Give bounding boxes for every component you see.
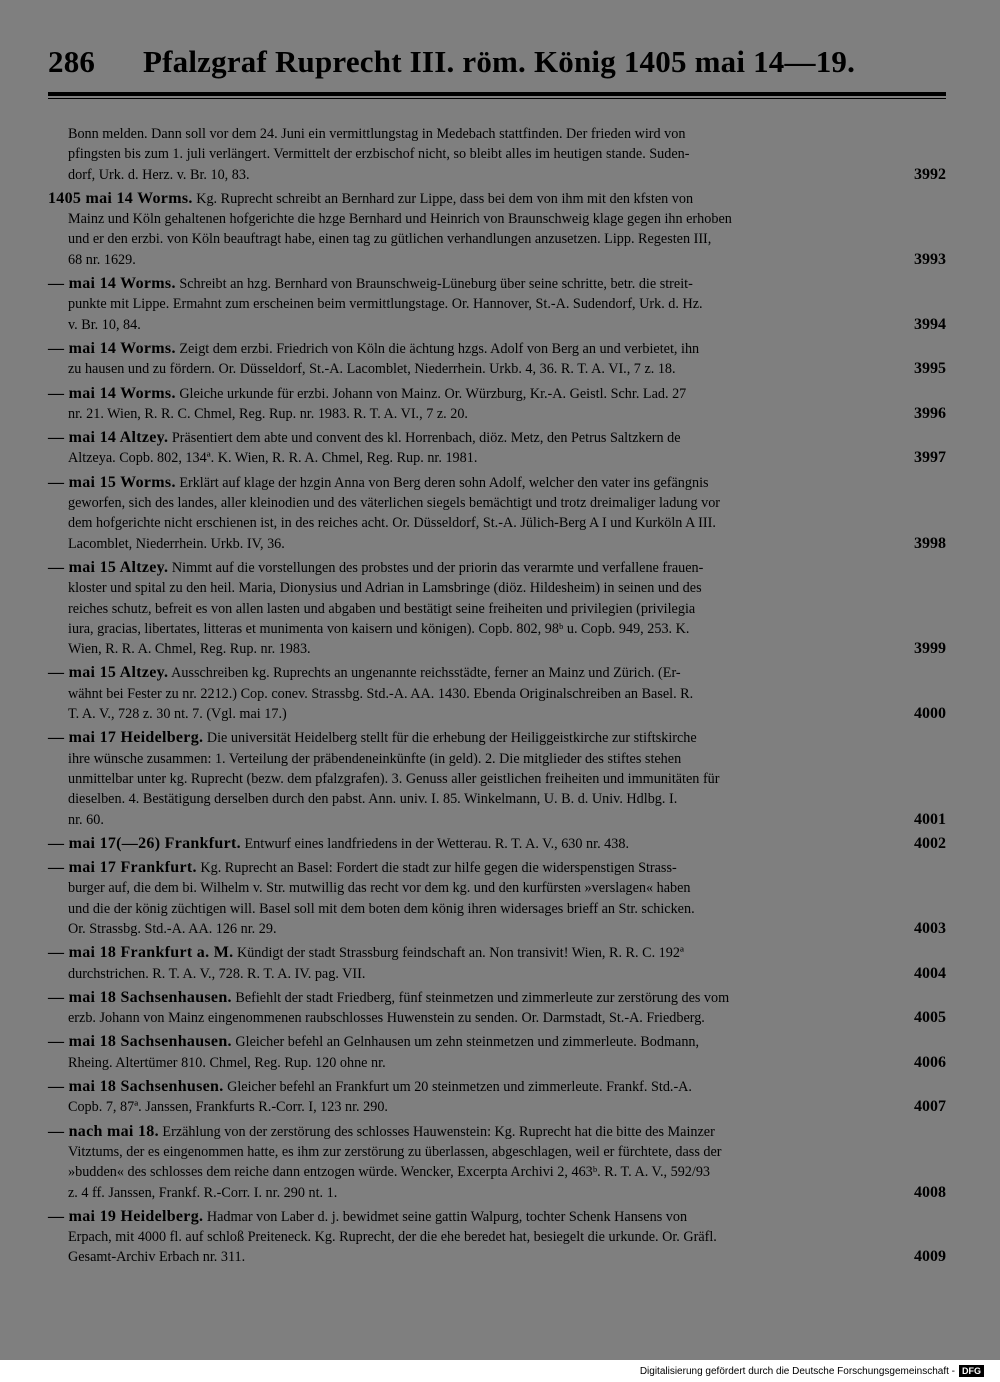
entry-date-place: — mai 19 Heidelberg.: [48, 1207, 204, 1225]
entry-line: [48, 1247, 946, 1267]
entry-text: Ausschreiben kg. Ruprechts an ungenannte reichsstädte, ferner an Mainz und Zürich. (Er-: [171, 665, 681, 682]
entry-line: [48, 359, 946, 379]
entry-text: dem hofgerichte nicht erschienen ist, in des reiches acht. Or. Düsseldorf, St.-A. Jülich-Berg A I und Kurköln A III.: [68, 515, 716, 532]
entry-text: Vitztums, der es eingenommen hatte, es ihm zur zerstörung zu überlassen, abgeschlagen, weil er fürchtete, dass der: [68, 1143, 722, 1160]
header-rule-thick: [48, 92, 946, 96]
entry-line: [48, 428, 946, 448]
entry-number: 4006: [914, 1053, 946, 1071]
entry-line: [48, 1053, 946, 1073]
entry-text: Rheing. Altertümer 810. Chmel, Reg. Rup. 120 ohne nr.: [68, 1054, 386, 1071]
entry-line: [48, 988, 946, 1008]
entry-text: Erzählung von der zerstörung des schlosses Hauwenstein: Kg. Ruprecht hat die bitte des Mainzer: [162, 1123, 715, 1140]
entry-text: Altzeya. Copb. 802, 134ª. K. Wien, R. R. A. Chmel, Reg. Rup. nr. 1981.: [68, 450, 478, 467]
entry-line: [48, 1142, 946, 1162]
entry-number: 3999: [914, 640, 946, 658]
entry-number: 4009: [914, 1248, 946, 1266]
entry-text: Hadmar von Laber d. j. bewidmet seine gattin Walpurg, tochter Schenk Hansens von: [206, 1208, 688, 1225]
entry-line: [48, 599, 946, 619]
entry-line: [48, 404, 946, 424]
entry-number: 3998: [914, 534, 946, 552]
entry-date-place: — mai 14 Worms.: [48, 339, 176, 357]
entry-number: 4004: [914, 964, 946, 982]
entry-text: Mainz und Köln gehaltenen hofgerichte die hzge Bernhard und Heinrich von Braunschweig klage gegen ihn erhoben: [68, 211, 732, 228]
regest-entry: [48, 189, 946, 270]
entry-line: [48, 789, 946, 809]
entry-line: [48, 1032, 946, 1052]
entry-date-place: — mai 17(—26) Frankfurt.: [48, 834, 241, 852]
regest-entry: [48, 943, 946, 984]
entry-text: Nimmt auf die vorstellungen des probstes und der priorin das verarmte und verfallene frauen-: [171, 559, 704, 576]
entry-text: Präsentiert dem abte und convent des kl. Horrenbach, diöz. Metz, den Petrus Saltzkern de: [171, 430, 681, 447]
entry-date-place: — mai 17 Heidelberg.: [48, 729, 204, 747]
entry-text: zu hausen und zu fördern. Or. Düsseldorf, St.-A. Lacomblet, Niederrhein. Urkb. 4, 36. R. T. A. VI., 7 z. 18.: [68, 361, 676, 378]
entry-number: 4005: [914, 1009, 946, 1027]
entry-text: Gleicher befehl an Gelnhausen um zehn steinmetzen und zimmerleute. Bodmann,: [235, 1034, 700, 1051]
entry-number: 3997: [914, 449, 946, 467]
entry-text: dieselben. 4. Bestätigung derselben durch den pabst. Ann. univ. I. 85. Winkelmann, U. B. d. Univ. Hdlbg. I.: [68, 791, 678, 808]
entry-text: Copb. 7, 87ª. Janssen, Frankfurts R.-Corr. I, 123 nr. 290.: [68, 1099, 388, 1116]
entry-date-place: — mai 14 Altzey.: [48, 429, 169, 447]
entry-line: [48, 899, 946, 919]
entry-text: Bonn melden. Dann soll vor dem 24. Juni ein vermittlungstag in Medebach stattfinden. Der frieden wird von: [68, 126, 686, 142]
entry-line: [48, 513, 946, 533]
regesta-list: [48, 124, 946, 1272]
entry-text: Erpach, mit 4000 fl. auf schloß Preiteneck. Kg. Ruprecht, der die ehe beredet hat, besiegelt die urkunde. Or. Gräfl.: [68, 1229, 717, 1246]
entry-date-place: — mai 15 Altzey.: [48, 664, 169, 682]
entry-line: [48, 704, 946, 724]
entry-line: [48, 473, 946, 493]
regest-entry: [48, 124, 946, 185]
entry-number: 3995: [914, 360, 946, 378]
entry-number: 4007: [914, 1098, 946, 1116]
entry-line: [48, 663, 946, 683]
entry-date-place: — mai 15 Altzey.: [48, 558, 169, 576]
entry-line: [48, 558, 946, 578]
entry-line: [48, 578, 946, 598]
regest-entry: [48, 1207, 946, 1268]
entry-text: T. A. V., 728 z. 30 nt. 7. (Vgl. mai 17.): [68, 706, 287, 723]
regest-entry: [48, 834, 946, 854]
entry-text: punkte mit Lippe. Ermahnt zum erscheinen beim vermittlungstage. Or. Hannover, St.-A. Sudendorf, Urk. d. Hz.: [68, 296, 703, 313]
entry-text: pfingsten bis zum 1. juli verlängert. Vermittelt der erzbischof nicht, so bleibt alles im heutigen stande. Suden-: [68, 146, 690, 163]
entry-text: Erklärt auf klage der hzgin Anna von Berg deren sohn Adolf, welcher den vater ins gefängnis: [179, 474, 709, 491]
entry-line: [48, 1162, 946, 1182]
regest-entry: [48, 558, 946, 659]
entry-date-place: — mai 18 Sachsenhausen.: [48, 1033, 232, 1051]
entry-text: durchstrichen. R. T. A. V., 728. R. T. A. IV. pag. VII.: [68, 965, 366, 982]
regest-entry: [48, 988, 946, 1029]
entry-line: [48, 339, 946, 359]
entry-number: 4002: [914, 834, 946, 852]
entry-line: [48, 384, 946, 404]
entry-text: Gleiche urkunde für erzbi. Johann von Mainz. Or. Würzburg, Kr.-A. Geistl. Schr. Lad. 27: [179, 385, 687, 402]
entry-line: [48, 448, 946, 468]
regest-entry: [48, 1122, 946, 1203]
entry-line: [48, 124, 946, 144]
entry-text: unmittelbar unter kg. Ruprecht (bezw. dem pfalzgrafen). 3. Genuss aller geistlichen freiheiten und immunitäten für: [68, 770, 720, 787]
entry-text: und die der könig züchtigen will. Basel soll mit dem boten dem könig ihren widersages brieff an Str. schicken.: [68, 900, 695, 917]
entry-line: [48, 619, 946, 639]
entry-number: 3992: [914, 165, 946, 183]
entry-number: 3994: [914, 315, 946, 333]
entry-text: Lacomblet, Niederrhein. Urkb. IV, 36.: [68, 535, 285, 552]
entry-line: [48, 1122, 946, 1142]
entry-number: 4008: [914, 1183, 946, 1201]
page-number: 286: [48, 44, 96, 79]
entry-number: 3996: [914, 404, 946, 422]
regest-entry: [48, 1032, 946, 1073]
entry-line: [48, 250, 946, 270]
entry-line: [48, 919, 946, 939]
entry-line: [48, 1008, 946, 1028]
entry-date-place: — mai 18 Sachsenhusen.: [48, 1078, 224, 1096]
regest-entry: [48, 858, 946, 939]
entry-text: dorf, Urk. d. Herz. v. Br. 10, 83.: [68, 166, 250, 183]
entry-text: Kg. Ruprecht an Basel: Fordert die stadt zur hilfe gegen die widerspenstigen Strass-: [200, 860, 677, 877]
entry-number: 4001: [914, 810, 946, 828]
entry-line: [48, 1183, 946, 1203]
entry-date-place: — mai 17 Frankfurt.: [48, 859, 197, 877]
entry-line: [48, 728, 946, 748]
regest-entry: [48, 384, 946, 425]
entry-text: Kündigt der stadt Strassburg feindschaft an. Non transivit! Wien, R. R. C. 192ª: [236, 945, 684, 962]
entry-text: Entwurf eines landfriedens in der Wetterau. R. T. A. V., 630 nr. 438.: [244, 835, 629, 852]
entry-line: [48, 165, 946, 185]
entry-text: Schreibt an hzg. Bernhard von Braunschweig-Lüneburg über seine schritte, betr. die streit-: [179, 276, 693, 293]
entry-text: reiches schutz, befreit es von allen lasten und abgaben und bestätigt seine freiheiten und privilegien (privilegia: [68, 600, 696, 617]
entry-text: ihre wünsche zusammen: 1. Verteilung der präbendeneinkünfte (in geld). 2. Die mitglieder des stiftes stehen: [68, 750, 682, 767]
entry-text: Gleicher befehl an Frankfurt um 20 steinmetzen und zimmerleute. Frankf. Std.-A.: [227, 1079, 692, 1096]
entry-line: [48, 1097, 946, 1117]
entry-text: nr. 60.: [68, 811, 104, 828]
entry-line: [48, 274, 946, 294]
entry-line: [48, 834, 946, 854]
entry-date-place: 1405 mai 14 Worms.: [48, 189, 193, 207]
entry-line: [48, 1207, 946, 1227]
entry-line: [48, 1227, 946, 1247]
entry-text: wähnt bei Fester zu nr. 2212.) Cop. conev. Strassbg. Std.-A. AA. 1430. Ebenda Originalschreiben an Basel. R.: [68, 685, 694, 702]
entry-line: [48, 209, 946, 229]
entry-text: iura, gracias, libertates, litteras et munimenta von kaisern und königen). Copb. 802, 98ᵇ u. Copb. 949, 253. K.: [68, 620, 690, 637]
page-header: [48, 44, 948, 80]
entry-text: Die universität Heidelberg stellt für die erhebung der Heiliggeistkirche zur stiftskirche: [206, 730, 697, 747]
entry-number: 3993: [914, 250, 946, 268]
entry-date-place: — nach mai 18.: [48, 1122, 159, 1140]
entry-line: [48, 294, 946, 314]
entry-line: [48, 229, 946, 249]
entry-text: Or. Strassbg. Std.-A. AA. 126 nr. 29.: [68, 920, 277, 937]
entry-line: [48, 858, 946, 878]
footer-credit: Digitalisierung gefördert durch die Deutsche Forschungsgemeinschaft -: [639, 1365, 955, 1377]
entry-line: [48, 749, 946, 769]
entry-date-place: — mai 14 Worms.: [48, 275, 176, 293]
entry-line: [48, 878, 946, 898]
entry-line: [48, 639, 946, 659]
entry-text: nr. 21. Wien, R. R. C. Chmel, Reg. Rup. nr. 1983. R. T. A. VI., 7 z. 20.: [68, 405, 468, 422]
regest-entry: [48, 339, 946, 380]
entry-date-place: — mai 14 Worms.: [48, 384, 176, 402]
entry-date-place: — mai 15 Worms.: [48, 473, 176, 491]
header-rule-thin: [48, 98, 946, 99]
entry-text: »budden« des schlosses dem reiche dann entzogen würde. Wencker, Excerpta Archivi 2, 463ᵇ. R. T. A. V., 592/93: [68, 1164, 711, 1181]
regest-entry: [48, 428, 946, 469]
entry-text: Zeigt dem erzbi. Friedrich von Köln die ächtung hzgs. Adolf von Berg an und verbietet, ihn: [179, 340, 700, 357]
entry-line: [48, 1077, 946, 1097]
entry-text: z. 4 ff. Janssen, Frankf. R.-Corr. I. nr. 290 nt. 1.: [68, 1184, 338, 1201]
regest-entry: [48, 663, 946, 724]
entry-line: [48, 964, 946, 984]
entry-text: erzb. Johann von Mainz eingenommenen raubschlosses Huwenstein zu senden. Or. Darmstadt, St.-A. Friedberg.: [68, 1010, 705, 1027]
entry-text: Befiehlt der stadt Friedberg, fünf steinmetzen und zimmerleute zur zerstörung des vom: [235, 989, 730, 1006]
entry-line: [48, 144, 946, 164]
entry-line: [48, 769, 946, 789]
entry-text: und er den erzbi. von Köln beauftragt habe, einen tag zu gütlichen verhandlungen anzusetzen. Lipp. Regesten III,: [68, 231, 712, 248]
entry-line: [48, 534, 946, 554]
regest-entry: [48, 274, 946, 335]
entry-text: Wien, R. R. A. Chmel, Reg. Rup. nr. 1983.: [68, 641, 311, 658]
entry-date-place: — mai 18 Sachsenhausen.: [48, 988, 232, 1006]
entry-line: [48, 684, 946, 704]
entry-line: [48, 493, 946, 513]
entry-text: burger auf, die dem bi. Wilhelm v. Str. mutwillig das recht vor dem kg. und den kurfürsten »verslagen« haben: [68, 880, 691, 897]
entry-text: 68 nr. 1629.: [68, 251, 136, 268]
entry-line: [48, 189, 946, 209]
entry-number: 4003: [914, 919, 946, 937]
footer: [640, 1363, 984, 1379]
entry-text: kloster und spital zu den heil. Maria, Dionysius und Adrian in Lamsbringe (diöz. Hildesheim) in seinen und des: [68, 580, 702, 597]
entry-line: [48, 810, 946, 830]
entry-number: 4000: [914, 705, 946, 723]
entry-date-place: — mai 18 Frankfurt a. M.: [48, 944, 234, 962]
entry-line: [48, 943, 946, 963]
dfg-logo: DFG: [959, 1365, 984, 1377]
page-title: Pfalzgraf Ruprecht III. röm. König 1405 mai 14—19.: [143, 44, 856, 79]
entry-line: [48, 315, 946, 335]
regest-entry: [48, 473, 946, 554]
entry-text: Gesamt-Archiv Erbach nr. 311.: [68, 1249, 246, 1266]
entry-text: v. Br. 10, 84.: [68, 316, 141, 333]
regest-entry: [48, 1077, 946, 1118]
regest-entry: [48, 728, 946, 829]
entry-text: Kg. Ruprecht schreibt an Bernhard zur Lippe, dass bei dem von ihm mit den kfsten von: [196, 190, 694, 207]
entry-text: geworfen, sich des landes, aller kleinodien und des väterlichen siegels bemächtigt und trotz dreimaliger ladung vor: [68, 495, 721, 512]
